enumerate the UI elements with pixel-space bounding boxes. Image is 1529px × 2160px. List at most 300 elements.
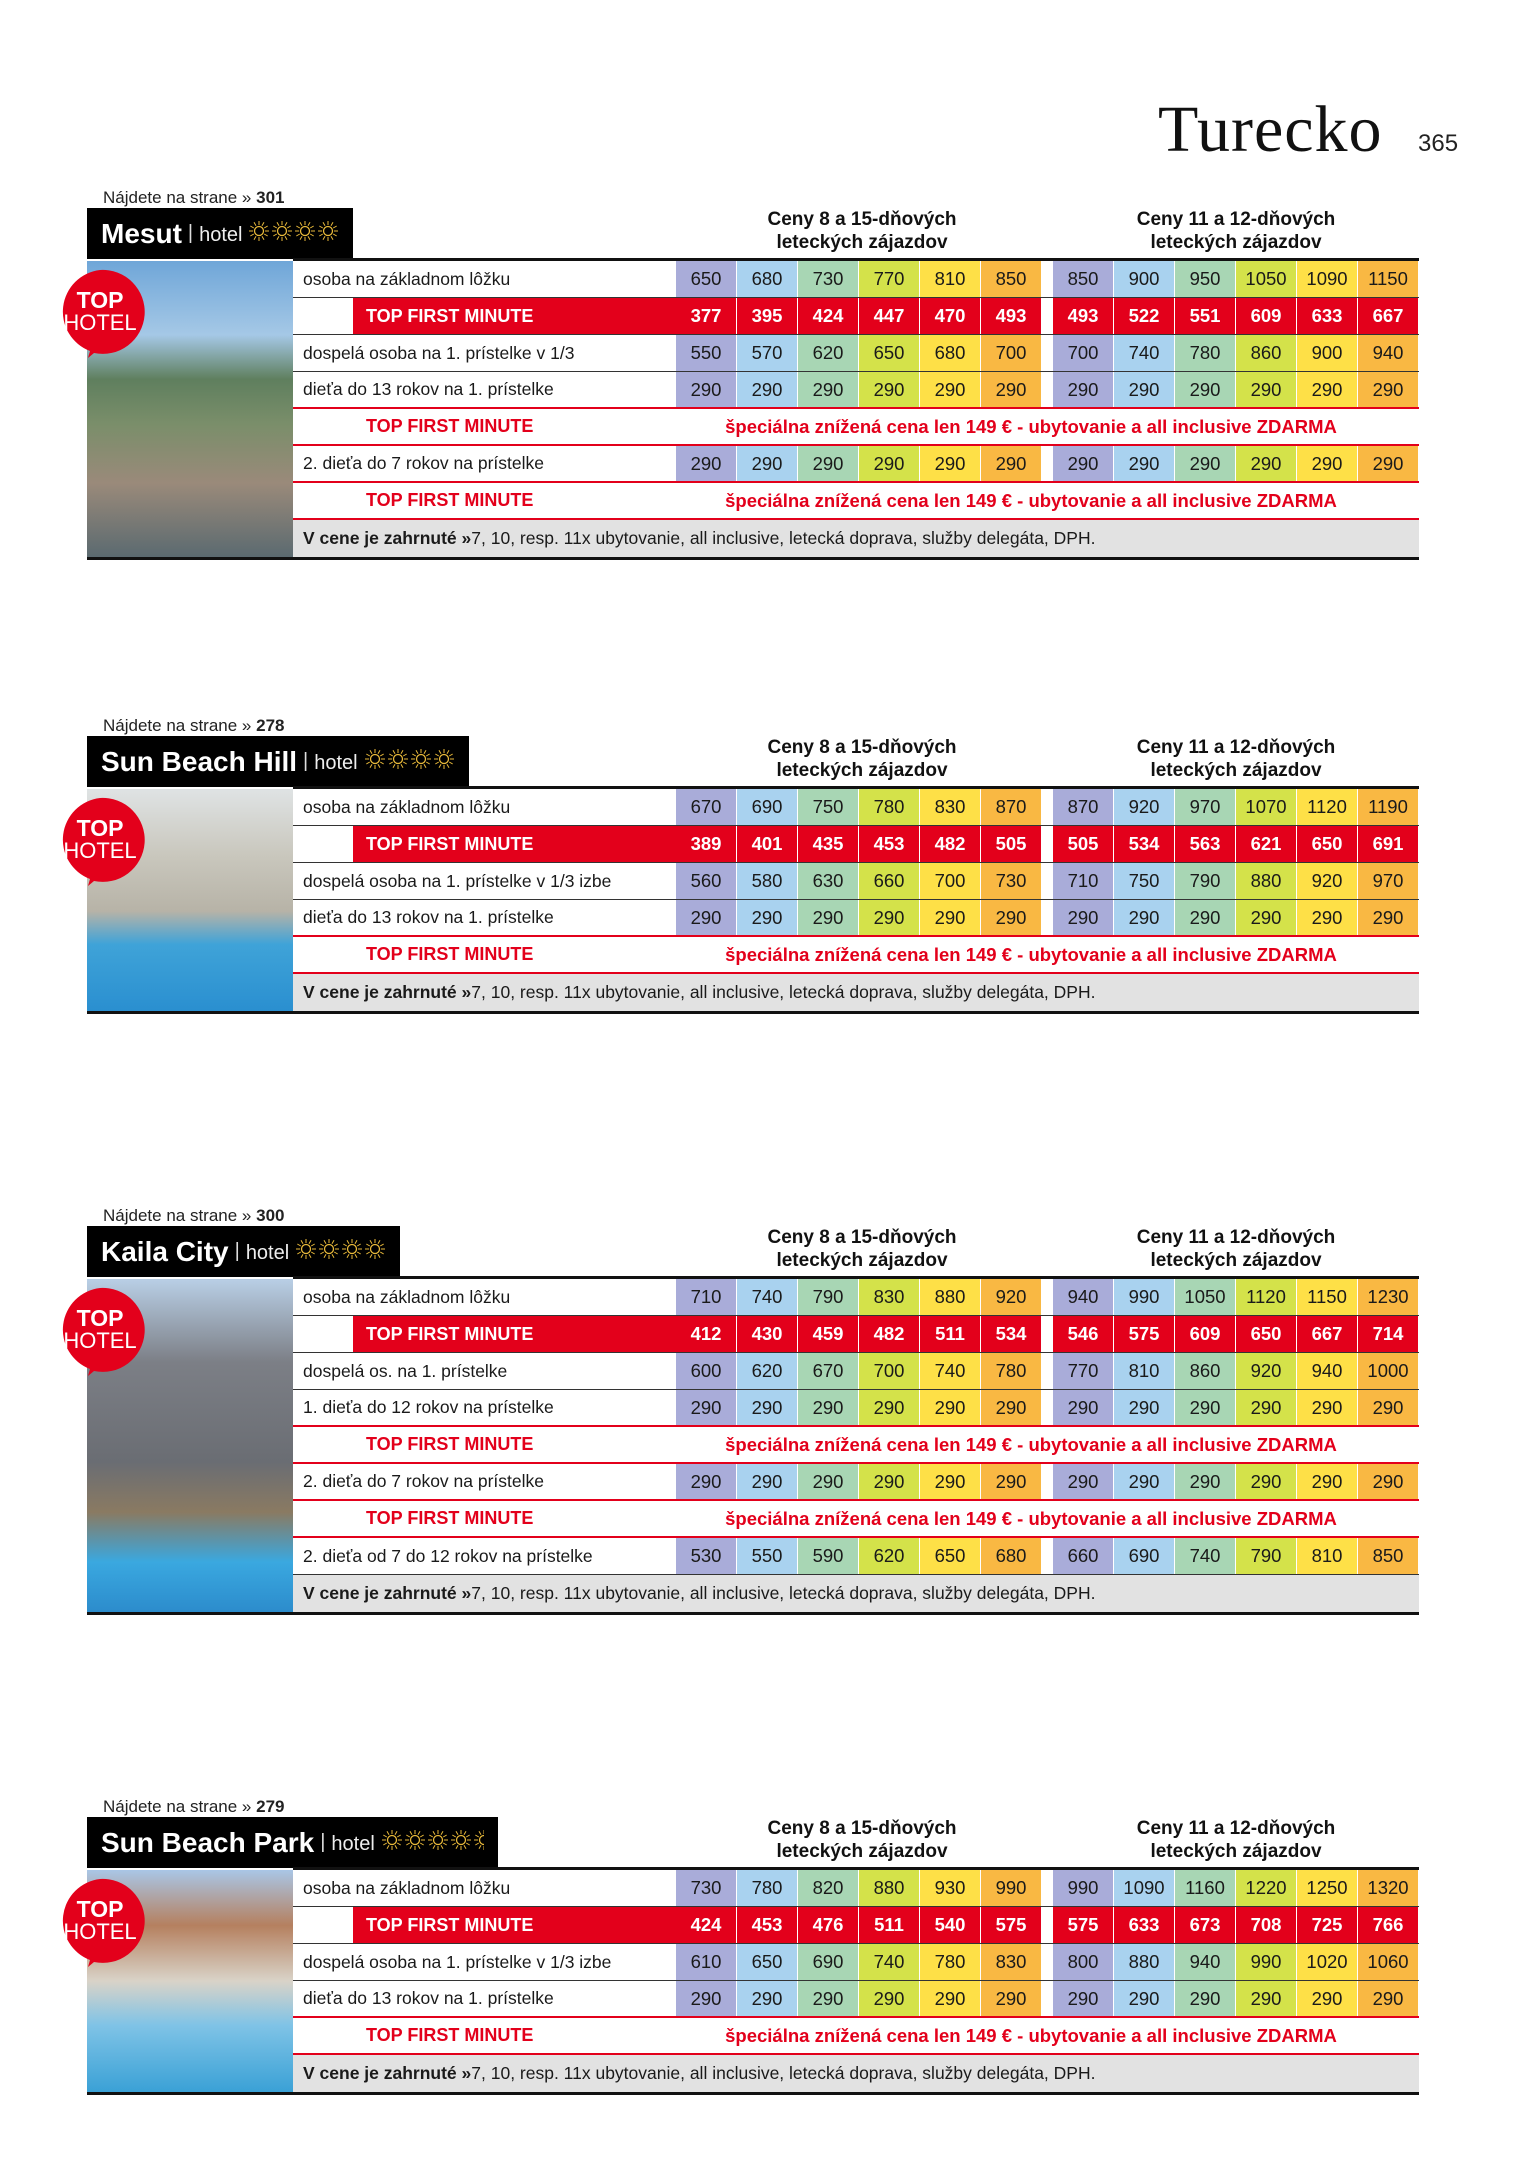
star-rating [381,1829,484,1851]
tfm-price-cell: 673 [1175,1907,1236,1943]
price-table [293,786,1419,1014]
price-cell: 610 [676,1944,737,1980]
price-cell: 290 [1236,1390,1297,1425]
column-gap [1042,1390,1053,1425]
tfm-price-cell: 551 [1175,298,1236,334]
tfm-label: TOP FIRST MINUTE [293,1907,676,1943]
price-cell: 880 [920,1279,981,1315]
price-cell: 1250 [1297,1870,1358,1906]
price-cell: 740 [1114,335,1175,371]
price-cell: 680 [981,1538,1042,1574]
price-cell: 1050 [1175,1279,1236,1315]
tfm-price-cell: 412 [676,1316,737,1352]
price-cell: 1120 [1236,1279,1297,1315]
half-sun-star-icon [473,1829,484,1851]
price-cell: 290 [859,446,920,481]
price-cell: 920 [1236,1353,1297,1389]
tfm-price-cell: 522 [1114,298,1175,334]
page-reference [103,716,285,736]
price-cell: 290 [676,372,737,407]
sun-star-icon [433,748,455,770]
sun-star-icon [248,220,270,242]
tfm-label: TOP FIRST MINUTE [293,826,676,862]
special-offer-text: špeciálna znížená cena len 149 € - ubytovanie a all inclusive ZDARMA [725,489,1337,511]
price-cell: 290 [1053,900,1114,935]
sun-star-icon [364,1238,386,1260]
tfm-price-cell: 476 [798,1907,859,1943]
price-cell: 690 [737,789,798,825]
price-cell: 970 [1175,789,1236,825]
header-line: Ceny 8 a 15-dňových [767,1227,957,1248]
top-hotel-badge [54,1284,146,1376]
price-cell: 740 [737,1279,798,1315]
price-cell: 1320 [1358,1870,1419,1906]
special-offer-text: špeciálna znížená cena len 149 € - ubytovanie a all inclusive ZDARMA [725,1433,1337,1455]
tfm-price-cell: 395 [737,298,798,334]
price-cell: 290 [1297,1464,1358,1499]
column-gap [1042,1907,1053,1943]
price-cell: 290 [1114,446,1175,481]
price-cell: 290 [859,1981,920,2016]
special-offer-row [293,1501,1419,1538]
price-cell: 290 [1358,1981,1419,2016]
page-reference-prefix: Nájdete na strane » [103,1206,252,1225]
price-cell: 290 [859,900,920,935]
included-services-footer [293,520,1419,560]
top-first-minute-row [293,1316,1419,1353]
price-cell: 730 [798,261,859,297]
price-cell: 990 [1236,1944,1297,1980]
price-cell: 1190 [1358,789,1419,825]
tfm-price-cell: 534 [981,1316,1042,1352]
top-first-minute-row [293,1907,1419,1944]
price-cell: 290 [1175,1981,1236,2016]
price-cell: 290 [1358,900,1419,935]
price-row [293,900,1419,937]
top-first-minute-row [293,298,1419,335]
tfm-price-cell: 575 [1053,1907,1114,1943]
star-rating [295,1238,386,1260]
price-cell: 290 [1358,372,1419,407]
top-first-minute-row [293,826,1419,863]
sun-star-icon [387,748,409,770]
price-table [293,1867,1419,2095]
tfm-label: TOP FIRST MINUTE [366,1434,534,1454]
top-hotel-badge-icon [54,266,146,358]
price-cells [676,789,1419,825]
price-cell: 850 [1358,1538,1419,1574]
tfm-price-cell: 575 [1114,1316,1175,1352]
page-reference [103,188,285,208]
price-cell: 770 [859,261,920,297]
sun-star-icon [404,1829,426,1851]
row-label: 2. dieťa od 7 do 12 rokov na prístelke [303,1545,593,1566]
price-table [293,1276,1419,1615]
price-cells [676,1538,1419,1574]
price-cell: 550 [737,1538,798,1574]
price-cell: 290 [1297,372,1358,407]
footer-text: 7, 10, resp. 11x ubytovanie, all inclusive, letecká doprava, služby delegáta, DPH. [471,982,1096,1002]
tfm-label: TOP FIRST MINUTE [366,2025,534,2045]
page-reference [103,1797,285,1817]
price-row [293,446,1419,483]
price-cell: 680 [920,335,981,371]
column-gap [1042,298,1053,334]
price-cell: 290 [1053,1390,1114,1425]
price-cell: 290 [1297,900,1358,935]
price-cell: 290 [737,372,798,407]
price-cell: 770 [1053,1353,1114,1389]
page-reference-prefix: Nájdete na strane » [103,188,252,207]
page-reference-number: 278 [256,716,285,735]
top-hotel-badge [54,1875,146,1967]
tfm-price-cell: 424 [798,298,859,334]
price-cell: 700 [1053,335,1114,371]
tfm-price-cell: 650 [1297,826,1358,862]
price-cell: 1120 [1297,789,1358,825]
tfm-price-cell: 633 [1297,298,1358,334]
included-services-footer [293,1575,1419,1615]
top-hotel-badge-icon [54,1875,146,1967]
tfm-price-cell: 430 [737,1316,798,1352]
tfm-price-cells [676,1907,1419,1943]
price-cell: 290 [920,372,981,407]
tfm-price-cells [676,298,1419,334]
page-reference-number: 301 [256,188,285,207]
hotel-title-box [87,208,353,259]
price-cell: 830 [859,1279,920,1315]
price-cell: 290 [676,1464,737,1499]
column-gap [1042,446,1053,481]
tfm-price-cell: 667 [1297,1316,1358,1352]
price-cell: 1150 [1358,261,1419,297]
title-separator: | [303,750,309,772]
sun-star-icon [341,1238,363,1260]
price-row [293,1944,1419,1981]
price-cell: 620 [737,1353,798,1389]
price-cell: 850 [1053,261,1114,297]
sun-star-icon [450,1829,472,1851]
price-cell: 290 [1053,1464,1114,1499]
column-gap [1042,1981,1053,2016]
tfm-price-cells [676,1316,1419,1352]
footer-label: V cene je zahrnuté » [303,2063,472,2083]
special-offer-row [293,1427,1419,1464]
price-cell: 290 [1297,1390,1358,1425]
price-cell: 1090 [1297,261,1358,297]
price-cell: 290 [1114,900,1175,935]
hotel-name: Kaila City [101,1235,229,1267]
badge-hotel-text: HOTEL [63,838,137,863]
price-cell: 290 [798,372,859,407]
column-gap [1042,335,1053,371]
price-cell: 1160 [1175,1870,1236,1906]
price-cell: 550 [676,335,737,371]
tfm-price-cell: 621 [1236,826,1297,862]
tfm-price-cell: 725 [1297,1907,1358,1943]
sun-star-icon [364,748,386,770]
price-cell: 940 [1053,1279,1114,1315]
sun-star-icon [410,748,432,770]
tfm-price-cell: 667 [1358,298,1419,334]
price-cell: 830 [981,1944,1042,1980]
column-gap [1042,1316,1053,1352]
row-label: dieťa do 13 rokov na 1. prístelke [303,1988,554,2008]
price-cell: 290 [676,900,737,935]
tfm-price-cell: 453 [859,826,920,862]
price-cell: 290 [676,1981,737,2016]
price-cell: 860 [1175,1353,1236,1389]
tfm-price-cell: 453 [737,1907,798,1943]
tfm-price-cell: 470 [920,298,981,334]
column-gap [1042,826,1053,862]
tfm-price-cell: 389 [676,826,737,862]
price-cell: 290 [737,446,798,481]
price-cell: 590 [798,1538,859,1574]
price-cell: 880 [1114,1944,1175,1980]
page-reference-number: 279 [256,1797,285,1816]
price-cell: 290 [920,1464,981,1499]
price-cell: 630 [798,863,859,899]
price-header-8-15-days [679,1226,1045,1272]
price-cells [676,1353,1419,1389]
page-reference-number: 300 [256,1206,285,1225]
header-line: leteckých zájazdov [1150,232,1322,253]
footer-label: V cene je zahrnuté » [303,528,472,548]
price-cell: 290 [798,446,859,481]
special-offer-text: špeciálna znížená cena len 149 € - ubytovanie a all inclusive ZDARMA [725,1507,1337,1529]
column-gap [1042,1279,1053,1315]
header-line: Ceny 11 a 12-dňových [1136,1818,1336,1839]
price-cell: 780 [859,789,920,825]
tfm-price-cell: 691 [1358,826,1419,862]
tfm-price-cell: 633 [1114,1907,1175,1943]
price-cell: 290 [1175,372,1236,407]
price-cell: 780 [1175,335,1236,371]
header-line: Ceny 11 a 12-dňových [1136,737,1336,758]
price-cell: 810 [1114,1353,1175,1389]
price-cell: 290 [920,446,981,481]
page-reference-prefix: Nájdete na strane » [103,716,252,735]
price-cell: 1220 [1236,1870,1297,1906]
top-hotel-badge-icon [54,1284,146,1376]
price-cell: 880 [859,1870,920,1906]
price-cell: 290 [981,900,1042,935]
price-cell: 290 [1236,1464,1297,1499]
column-gap [1042,789,1053,825]
sun-star-icon [294,220,316,242]
row-label: osoba na základnom lôžku [303,268,511,289]
row-label: dospelá os. na 1. prístelke [303,1360,508,1381]
special-offer-text: špeciálna znížená cena len 149 € - ubytovanie a all inclusive ZDARMA [725,943,1337,965]
price-cell: 800 [1053,1944,1114,1980]
price-cell: 290 [798,1981,859,2016]
tfm-price-cell: 505 [1053,826,1114,862]
price-cell: 290 [737,900,798,935]
price-cell: 920 [981,1279,1042,1315]
tfm-label: TOP FIRST MINUTE [366,490,534,510]
header-line: leteckých zájazdov [776,1250,948,1271]
price-cell: 290 [1236,372,1297,407]
sun-star-icon [317,220,339,242]
price-cell: 730 [981,863,1042,899]
tfm-label: TOP FIRST MINUTE [293,1316,676,1352]
price-cell: 290 [1175,900,1236,935]
price-cell: 290 [1175,446,1236,481]
included-services-footer [293,2055,1419,2095]
price-cell: 900 [1297,335,1358,371]
special-offer-row [293,937,1419,974]
price-cell: 940 [1297,1353,1358,1389]
price-cell: 290 [981,446,1042,481]
sun-star-icon [381,1829,403,1851]
price-cell: 1090 [1114,1870,1175,1906]
special-offer-row [293,483,1419,520]
price-cell: 650 [737,1944,798,1980]
price-cell: 940 [1358,335,1419,371]
row-label: osoba na základnom lôžku [303,1286,511,1307]
price-cell: 570 [737,335,798,371]
special-offer-row [293,2018,1419,2055]
price-header-8-15-days [679,1817,1045,1863]
price-cell: 290 [920,900,981,935]
price-cell: 1020 [1297,1944,1358,1980]
price-cell: 290 [1053,1981,1114,2016]
title-separator: | [234,1240,240,1262]
special-offer-text: špeciálna znížená cena len 149 € - ubytovanie a all inclusive ZDARMA [725,415,1337,437]
price-cells [676,1981,1419,2016]
column-gap [1042,1353,1053,1389]
price-cell: 920 [1297,863,1358,899]
column-gap [1042,1464,1053,1499]
header-line: Ceny 8 a 15-dňových [767,1818,957,1839]
price-row [293,1870,1419,1907]
price-cell: 690 [1114,1538,1175,1574]
price-cells [676,335,1419,371]
price-cell: 600 [676,1353,737,1389]
price-cell: 810 [920,261,981,297]
price-cell: 290 [859,372,920,407]
price-header-11-12-days [1054,736,1418,782]
price-cell: 530 [676,1538,737,1574]
price-row [293,863,1419,900]
tfm-price-cell: 377 [676,298,737,334]
tfm-label: TOP FIRST MINUTE [366,416,534,436]
price-cell: 680 [737,261,798,297]
price-row [293,1464,1419,1501]
column-gap [1042,261,1053,297]
top-hotel-badge [54,266,146,358]
tfm-label: TOP FIRST MINUTE [366,944,534,964]
footer-text: 7, 10, resp. 11x ubytovanie, all inclusive, letecká doprava, služby delegáta, DPH. [471,2063,1096,2083]
price-row [293,1390,1419,1427]
footer-label: V cene je zahrnuté » [303,982,472,1002]
tfm-price-cell: 575 [981,1907,1042,1943]
price-row [293,1353,1419,1390]
header-line: leteckých zájazdov [776,760,948,781]
price-cell: 290 [1236,446,1297,481]
price-cell: 290 [859,1390,920,1425]
price-cell: 650 [859,335,920,371]
top-hotel-badge-icon [54,794,146,886]
hotel-title-box [87,736,469,787]
star-rating [248,220,339,242]
price-cell: 290 [737,1981,798,2016]
footer-text: 7, 10, resp. 11x ubytovanie, all inclusive, letecká doprava, služby delegáta, DPH. [471,528,1096,548]
hotel-block [63,1206,1419,1618]
price-cell: 730 [676,1870,737,1906]
row-label: dieťa do 13 rokov na 1. prístelke [303,907,554,927]
row-label: dospelá osoba na 1. prístelke v 1/3 izbe [303,870,612,891]
header-line: Ceny 11 a 12-dňových [1136,1227,1336,1248]
hotel-type: hotel [314,752,358,774]
price-row [293,1981,1419,2018]
page-reference [103,1206,285,1226]
tfm-label: TOP FIRST MINUTE [366,1508,534,1528]
price-cell: 290 [1114,1464,1175,1499]
tfm-price-cell: 505 [981,826,1042,862]
row-label: 2. dieťa do 7 rokov na prístelke [303,453,545,473]
tfm-price-cell: 482 [920,826,981,862]
price-cell: 290 [1297,446,1358,481]
sun-star-icon [295,1238,317,1260]
price-table [293,258,1419,560]
price-cells [676,1944,1419,1980]
header-line: leteckých zájazdov [1150,1841,1322,1862]
tfm-price-cell: 609 [1236,298,1297,334]
price-cell: 290 [981,1390,1042,1425]
title-separator: | [320,1831,326,1853]
title-separator: | [187,222,194,244]
tfm-price-cell: 493 [1053,298,1114,334]
price-cell: 290 [1358,1390,1419,1425]
price-cell: 1000 [1358,1353,1419,1389]
tfm-price-cell: 511 [859,1907,920,1943]
tfm-price-cell: 511 [920,1316,981,1352]
price-cell: 990 [981,1870,1042,1906]
price-cell: 740 [920,1353,981,1389]
price-cell: 290 [1114,372,1175,407]
price-cell: 880 [1236,863,1297,899]
row-label: dospelá osoba na 1. prístelke v 1/3 [303,342,575,363]
price-cell: 1230 [1358,1279,1419,1315]
price-cell: 290 [1297,1981,1358,2016]
price-cell: 850 [981,261,1042,297]
row-label: dieťa do 13 rokov na 1. prístelke [303,379,554,399]
header-line: leteckých zájazdov [776,232,948,253]
badge-top-text: TOP [76,1896,124,1922]
price-cell: 900 [1114,261,1175,297]
price-cell: 780 [981,1353,1042,1389]
price-cell: 290 [1358,1464,1419,1499]
page-reference-prefix: Nájdete na strane » [103,1797,252,1816]
hotel-type: hotel [331,1833,375,1855]
column-gap [1042,900,1053,935]
price-cell: 990 [1053,1870,1114,1906]
badge-hotel-text: HOTEL [63,310,137,335]
price-cell: 650 [920,1538,981,1574]
header-line: Ceny 11 a 12-dňových [1136,209,1336,230]
column-gap [1042,863,1053,899]
price-cell: 780 [920,1944,981,1980]
price-cell: 290 [676,446,737,481]
price-cell: 810 [1297,1538,1358,1574]
price-cell: 1070 [1236,789,1297,825]
price-cell: 700 [859,1353,920,1389]
price-row [293,789,1419,826]
price-cell: 750 [798,789,859,825]
price-cells [676,372,1419,407]
